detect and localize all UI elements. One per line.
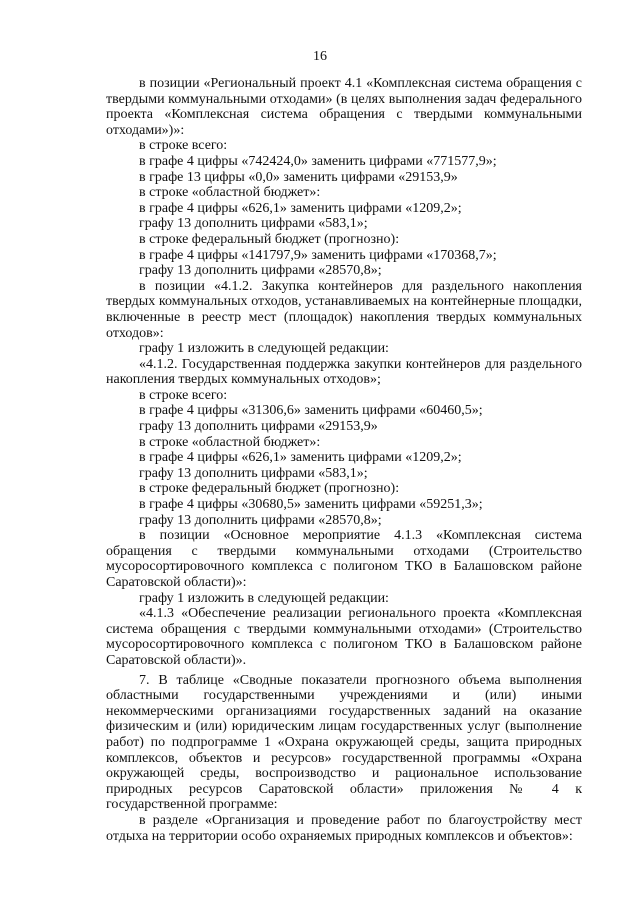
text-line: в строке всего: [139,138,228,154]
paragraph: в позиции «4.1.2. Закупка контейнеров для раздельного накопления твердых коммунальных отходов, устанавливаемых на контейнерные площадки, включенные в реестр мест (площадок) накопления твердых коммунальных отходов»: [106,278,582,341]
text-line: в графе 4 цифры «31306,6» заменить цифрами «60460,5»; [139,403,483,419]
text-line: графу 13 дополнить цифрами «28570,8»; [139,263,382,279]
paragraph: 7. В таблице «Сводные показатели прогнозного объема выполнения областными государственными учреждениями и (или) иными некоммерческими организациями государственных заданий на оказание физическим и (или) юридическим лицам государственных услуг (выполнение работ) по подпрограмме 1 «Охрана окружающей среды, защита природных комплексов, объектов и ресурсов» государственной программы «Охрана окружающей среды, воспроизводство и рациональное использование природных ресурсов Саратовской области» приложения № 4 к государственной программе: [106,672,582,813]
text-line: в строке «областной бюджет»: [139,434,321,450]
page-number: 16 [313,49,327,64]
paragraph: в разделе «Организация и проведение работ по благоустройству мест отдыха на территории особо охраняемых природных комплексов и объектов»: [106,812,582,844]
text-line: графу 13 дополнить цифрами «583,1»; [139,465,368,481]
paragraph: в позиции «Региональный проект 4.1 «Комплексная система обращения с твердыми коммунальными отходами» (в целях выполнения задач федерального проекта «Комплексная система обращения с твердыми коммунальными отходами»)»: [106,76,582,138]
text-line: в строке федеральный бюджет (прогнозно): [139,481,400,497]
text-line: графу 1 изложить в следующей редакции: [139,341,389,357]
text-line: в графе 4 цифры «141797,9» заменить цифрами «170368,7»; [139,247,497,263]
text-line: в графе 13 цифры «0,0» заменить цифрами «29153,9» [139,169,458,185]
text-line: в графе 4 цифры «30680,5» заменить цифрами «59251,3»; [139,497,483,513]
text-line: графу 13 дополнить цифрами «28570,8»; [139,512,382,528]
text-line: графу 1 изложить в следующей редакции: [139,590,389,606]
text-line: в графе 4 цифры «626,1» заменить цифрами «1209,2»; [139,450,462,466]
text-line: в строке «областной бюджет»: [139,185,321,201]
paragraph: в позиции «Основное мероприятие 4.1.3 «Комплексная система обращения с твердыми коммунальными отходами (Строительство мусоросортировочного комплекса с полигоном ТКО в Балашовском районе Саратовской области)»: [106,528,582,590]
text-line: в графе 4 цифры «626,1» заменить цифрами «1209,2»; [139,200,462,216]
paragraph: «4.1.3 «Обеспечение реализации регионального проекта «Комплексная система обращения с твердыми коммунальными отходами» (Строительство мусоросортировочного комплекса с полигоном ТКО в Балашовском районе Саратовской области)». [106,606,582,668]
text-line: в строке федеральный бюджет (прогнозно): [139,231,400,247]
text-line: графу 13 дополнить цифрами «583,1»; [139,216,368,232]
paragraph: «4.1.2. Государственная поддержка закупки контейнеров для раздельного накопления твердых коммунальных отходов»; [106,356,582,388]
document-body [106,76,582,844]
text-line: в строке всего: [139,387,228,403]
text-line: в графе 4 цифры «742424,0» заменить цифрами «771577,9»; [139,153,497,169]
text-line: графу 13 дополнить цифрами «29153,9» [139,419,378,435]
